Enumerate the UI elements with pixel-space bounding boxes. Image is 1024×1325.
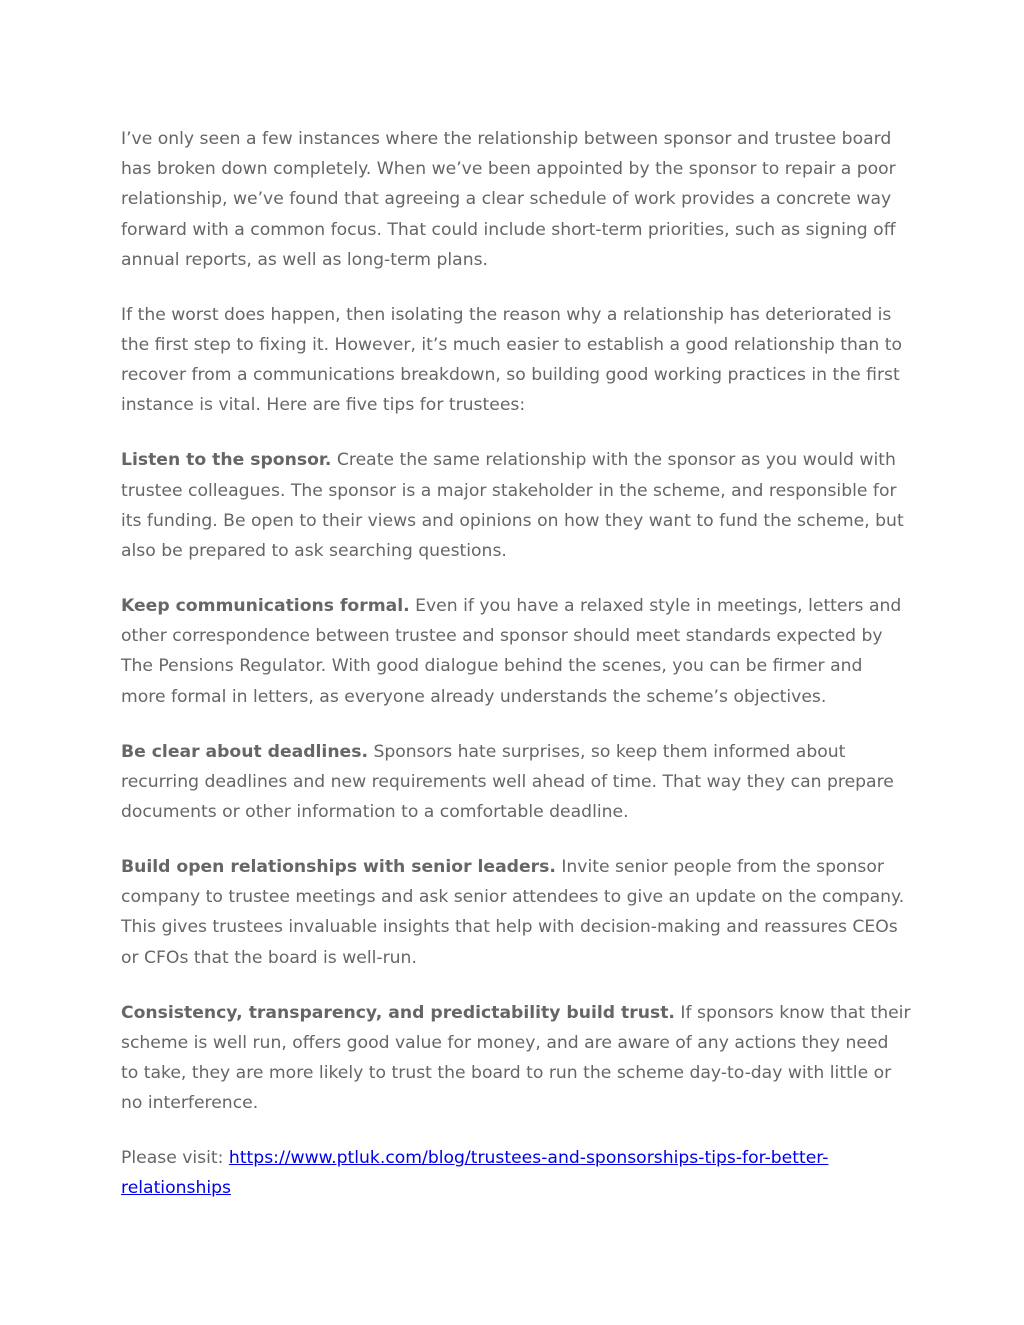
tip-trust-heading: Consistency, transparency, and predictability build trust.: [121, 1002, 675, 1023]
visit-label: Please visit:: [121, 1148, 229, 1169]
tip-formal-text: Even if you have a relaxed style in meetings, letters and other correspondence between trustee and sponsor should meet standards expected by The Pensions Regulator. With good dialogue behind the scenes, you can be firmer and more formal in letters, as everyone already understands the scheme’s objectives.: [121, 596, 902, 707]
visit-paragraph: [121, 1143, 911, 1203]
tip-senior-leaders: [121, 852, 911, 973]
tip-senior-leaders-heading: Build open relationships with senior leaders.: [121, 857, 556, 878]
tip-deadlines: [121, 737, 911, 828]
tip-listen-heading: Listen to the sponsor.: [121, 450, 332, 471]
tip-formal-heading: Keep communications formal.: [121, 596, 410, 617]
tip-senior-leaders-text: Invite senior people from the sponsor company to trustee meetings and ask senior attendees to give an update on the company. This gives trustees invaluable insights that help with decision-making and reassures CEOs or CFOs that the board is well-run.: [121, 857, 905, 968]
tip-listen-text: Create the same relationship with the sponsor as you would with trustee colleagues. The sponsor is a major stakeholder in the scheme, and responsible for its funding. Be open to their views and opinions on how they want to fund the scheme, but also be prepared to ask searching questions.: [121, 450, 904, 562]
tip-listen: [121, 445, 911, 566]
tip-trust-text: If sponsors know that their scheme is well run, offers good value for money, and are aware of any actions they need to take, they are more likely to trust the board to run the scheme day-to-day with little or no interference.: [121, 1002, 911, 1114]
tip-deadlines-heading: Be clear about deadlines.: [121, 741, 368, 762]
paragraph-worst-case-text: If the worst does happen, then isolating the reason why a relationship has deteriorated is the first step to fixing it. However, it’s much easier to establish a good relationship than to recover from a communications breakdown, so building good working practices in the first instance is vital. Here are five tips for trustees:: [121, 304, 903, 416]
paragraph-worst-case: [121, 300, 911, 421]
paragraph-intro: [121, 124, 911, 275]
paragraph-intro-text: I’ve only seen a few instances where the relationship between sponsor and trustee board has broken down completely. When we’ve been appointed by the sponsor to repair a poor relationship, we’ve found that agreeing a clear schedule of work provides a concrete way forward with a common focus. That could include short-term priorities, such as signing off annual reports, as well as long-term plans.: [121, 129, 896, 270]
document-body: [121, 124, 911, 1228]
tip-deadlines-text: Sponsors hate surprises, so keep them informed about recurring deadlines and new requirements well ahead of time. That way they can prepare documents or other information to a comfortable deadline.: [121, 741, 894, 823]
source-link[interactable]: https://www.ptluk.com/blog/trustees-and-sponsorships-tips-for-better-relationships: [121, 1148, 829, 1199]
tip-formal: [121, 591, 911, 712]
tip-trust: [121, 998, 911, 1119]
